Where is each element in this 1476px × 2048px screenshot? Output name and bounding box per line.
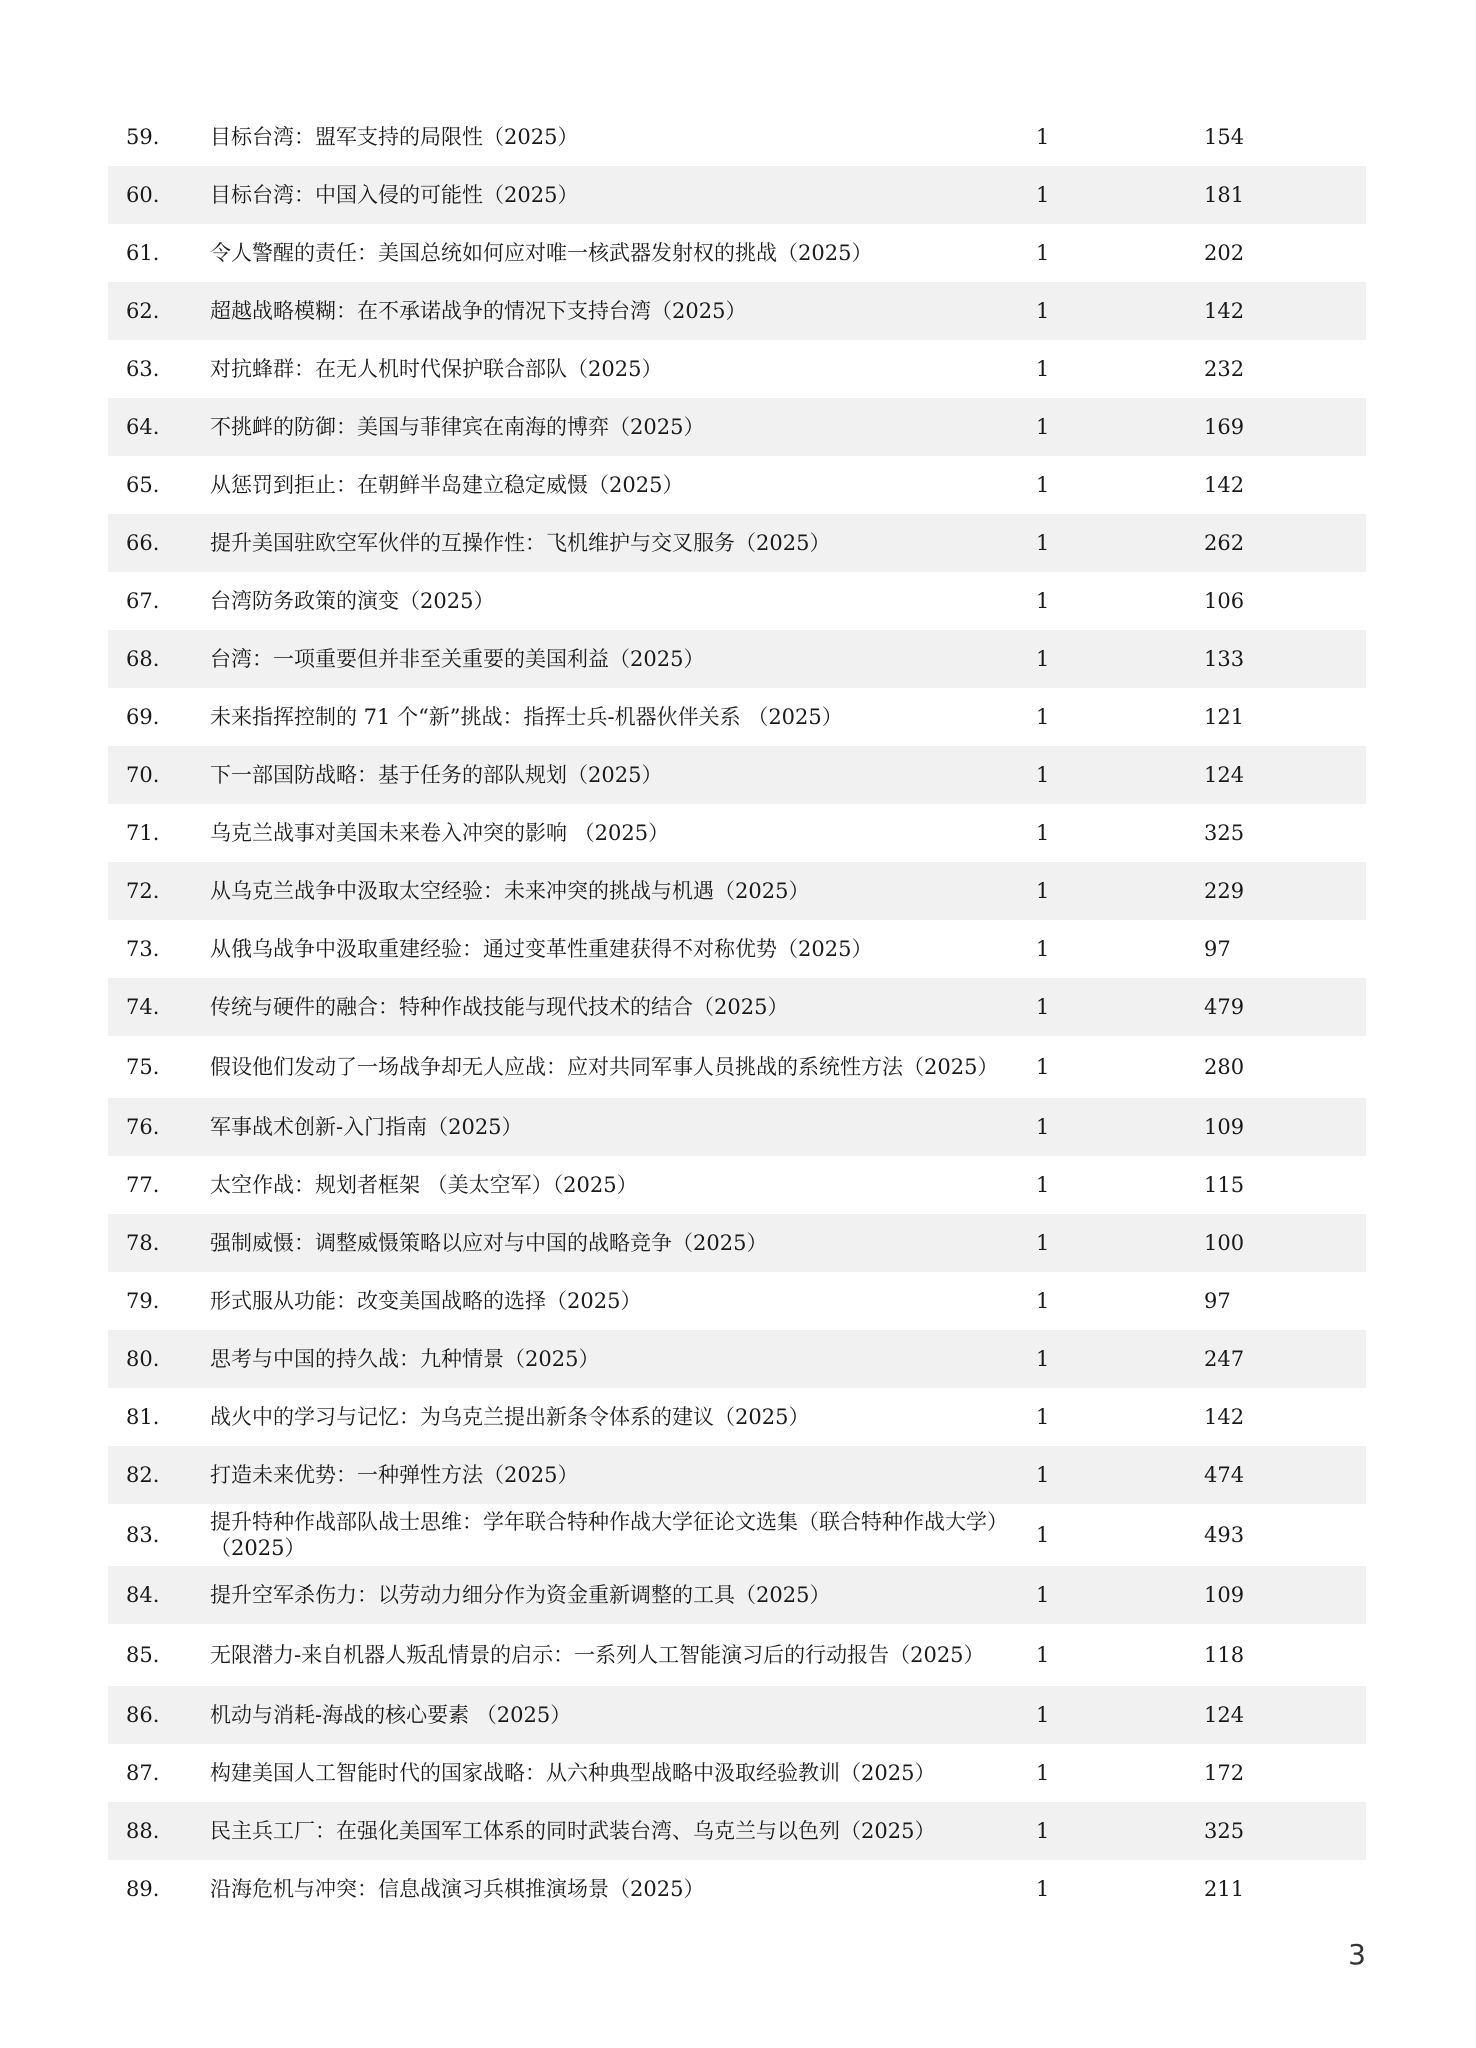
row-number: 68. — [126, 647, 160, 671]
row-number: 67. — [126, 589, 160, 613]
table-row — [108, 1036, 1366, 1098]
row-volume: 1 — [1036, 1347, 1050, 1371]
row-number: 60. — [126, 183, 160, 207]
row-title: 军事战术创新-入门指南（2025） — [210, 1115, 523, 1139]
row-volume: 1 — [1036, 1583, 1050, 1607]
row-volume: 1 — [1036, 1173, 1050, 1197]
row-number: 65. — [126, 473, 160, 497]
row-number: 75. — [126, 1055, 160, 1079]
row-pages: 262 — [1204, 531, 1245, 555]
row-title: 传统与硬件的融合：特种作战技能与现代技术的结合（2025） — [210, 995, 789, 1019]
row-title: 提升空军杀伤力：以劳动力细分作为资金重新调整的工具（2025） — [210, 1583, 831, 1607]
row-pages: 479 — [1204, 995, 1245, 1019]
table-row — [108, 1214, 1366, 1272]
row-title: 打造未来优势：一种弹性方法（2025） — [210, 1463, 579, 1487]
row-number: 69. — [126, 705, 160, 729]
row-pages: 142 — [1204, 1405, 1245, 1429]
row-number: 84. — [126, 1583, 160, 1607]
row-pages: 172 — [1204, 1761, 1245, 1785]
document-table — [108, 108, 1366, 1918]
row-title: 目标台湾：盟军支持的局限性（2025） — [210, 125, 579, 149]
row-number: 88. — [126, 1819, 160, 1843]
table-row — [108, 1504, 1366, 1566]
row-title: 从乌克兰战争中汲取太空经验：未来冲突的挑战与机遇（2025） — [210, 879, 810, 903]
row-volume: 1 — [1036, 531, 1050, 555]
table-row — [108, 340, 1366, 398]
row-number: 63. — [126, 357, 160, 381]
table-row — [108, 1686, 1366, 1744]
row-pages: 133 — [1204, 647, 1245, 671]
row-title: 提升特种作战部队战士思维：学年联合特种作战大学征论文选集（联合特种作战大学）（2025） — [210, 1510, 1008, 1560]
row-number: 73. — [126, 937, 160, 961]
row-title: 提升美国驻欧空军伙伴的互操作性：飞机维护与交叉服务（2025） — [210, 531, 831, 555]
row-number: 59. — [126, 125, 160, 149]
table-row — [108, 1802, 1366, 1860]
row-title: 乌克兰战事对美国未来卷入冲突的影响 （2025） — [210, 821, 670, 845]
table-row — [108, 1744, 1366, 1802]
row-volume: 1 — [1036, 1289, 1050, 1313]
row-title: 不挑衅的防御：美国与菲律宾在南海的博弈（2025） — [210, 415, 705, 439]
row-volume: 1 — [1036, 1819, 1050, 1843]
row-pages: 325 — [1204, 1819, 1245, 1843]
row-title: 台湾：一项重要但并非至关重要的美国利益（2025） — [210, 647, 705, 671]
row-title: 令人警醒的责任：美国总统如何应对唯一核武器发射权的挑战（2025） — [210, 241, 873, 265]
table-row — [108, 978, 1366, 1036]
row-volume: 1 — [1036, 879, 1050, 903]
table-row — [108, 1624, 1366, 1686]
table-row — [108, 688, 1366, 746]
row-number: 76. — [126, 1115, 160, 1139]
row-pages: 211 — [1204, 1877, 1245, 1901]
row-number: 72. — [126, 879, 160, 903]
row-pages: 142 — [1204, 473, 1245, 497]
row-title: 台湾防务政策的演变（2025） — [210, 589, 495, 613]
row-number: 77. — [126, 1173, 160, 1197]
row-pages: 109 — [1204, 1115, 1245, 1139]
row-volume: 1 — [1036, 1877, 1050, 1901]
row-pages: 181 — [1204, 183, 1245, 207]
row-title: 民主兵工厂：在强化美国军工体系的同时武装台湾、乌克兰与以色列（2025） — [210, 1819, 936, 1843]
table-row — [108, 804, 1366, 862]
table-row — [108, 1330, 1366, 1388]
row-title: 未来指挥控制的 71 个“新”挑战：指挥士兵-机器伙伴关系 （2025） — [210, 705, 843, 729]
table-row — [108, 1388, 1366, 1446]
row-title: 太空作战：规划者框架 （美太空军）（2025） — [210, 1173, 638, 1197]
table-row — [108, 1446, 1366, 1504]
row-pages: 124 — [1204, 1703, 1245, 1727]
row-title: 构建美国人工智能时代的国家战略：从六种典型战略中汲取经验教训（2025） — [210, 1761, 936, 1785]
row-pages: 169 — [1204, 415, 1245, 439]
row-volume: 1 — [1036, 1761, 1050, 1785]
row-number: 70. — [126, 763, 160, 787]
row-title: 思考与中国的持久战：九种情景（2025） — [210, 1347, 600, 1371]
table-row — [108, 920, 1366, 978]
row-volume: 1 — [1036, 937, 1050, 961]
table-row — [108, 746, 1366, 804]
table-row — [108, 1272, 1366, 1330]
row-title: 机动与消耗-海战的核心要素 （2025） — [210, 1703, 572, 1727]
table-row — [108, 1860, 1366, 1918]
row-pages: 97 — [1204, 1289, 1231, 1313]
table-row — [108, 630, 1366, 688]
row-pages: 325 — [1204, 821, 1245, 845]
row-volume: 1 — [1036, 1703, 1050, 1727]
row-number: 78. — [126, 1231, 160, 1255]
row-volume: 1 — [1036, 1231, 1050, 1255]
row-pages: 474 — [1204, 1463, 1245, 1487]
row-title: 超越战略模糊：在不承诺战争的情况下支持台湾（2025） — [210, 299, 747, 323]
table-row — [108, 166, 1366, 224]
table-row — [108, 108, 1366, 166]
row-volume: 1 — [1036, 1055, 1050, 1079]
row-pages: 493 — [1204, 1523, 1245, 1547]
row-volume: 1 — [1036, 763, 1050, 787]
row-number: 85. — [126, 1643, 160, 1667]
row-title: 无限潜力-来自机器人叛乱情景的启示：一系列人工智能演习后的行动报告（2025） — [210, 1643, 985, 1667]
row-number: 79. — [126, 1289, 160, 1313]
table-row — [108, 862, 1366, 920]
row-pages: 280 — [1204, 1055, 1245, 1079]
row-pages: 142 — [1204, 299, 1245, 323]
row-title: 目标台湾：中国入侵的可能性（2025） — [210, 183, 579, 207]
row-pages: 100 — [1204, 1231, 1245, 1255]
table-row — [108, 1098, 1366, 1156]
row-volume: 1 — [1036, 299, 1050, 323]
table-row — [108, 398, 1366, 456]
row-volume: 1 — [1036, 821, 1050, 845]
row-number: 71. — [126, 821, 160, 845]
row-pages: 115 — [1204, 1173, 1245, 1197]
row-volume: 1 — [1036, 1405, 1050, 1429]
table-row — [108, 224, 1366, 282]
row-volume: 1 — [1036, 647, 1050, 671]
row-volume: 1 — [1036, 357, 1050, 381]
row-title: 从惩罚到拒止：在朝鲜半岛建立稳定威慑（2025） — [210, 473, 684, 497]
row-volume: 1 — [1036, 589, 1050, 613]
row-pages: 124 — [1204, 763, 1245, 787]
row-title: 下一部国防战略：基于任务的部队规划（2025） — [210, 763, 663, 787]
table-row — [108, 514, 1366, 572]
row-number: 61. — [126, 241, 160, 265]
row-number: 64. — [126, 415, 160, 439]
row-volume: 1 — [1036, 1115, 1050, 1139]
table-row — [108, 572, 1366, 630]
row-number: 89. — [126, 1877, 160, 1901]
row-volume: 1 — [1036, 1643, 1050, 1667]
row-number: 66. — [126, 531, 160, 555]
page-number: 3 — [1348, 1938, 1366, 1971]
row-number: 81. — [126, 1405, 160, 1429]
row-pages: 118 — [1204, 1643, 1245, 1667]
row-volume: 1 — [1036, 995, 1050, 1019]
row-title: 假设他们发动了一场战争却无人应战：应对共同军事人员挑战的系统性方法（2025） — [210, 1055, 999, 1079]
row-title: 从俄乌战争中汲取重建经验：通过变革性重建获得不对称优势（2025） — [210, 937, 873, 961]
row-volume: 1 — [1036, 705, 1050, 729]
row-pages: 202 — [1204, 241, 1245, 265]
row-volume: 1 — [1036, 415, 1050, 439]
row-number: 74. — [126, 995, 160, 1019]
row-volume: 1 — [1036, 241, 1050, 265]
row-volume: 1 — [1036, 125, 1050, 149]
table-row — [108, 456, 1366, 514]
row-number: 80. — [126, 1347, 160, 1371]
row-volume: 1 — [1036, 183, 1050, 207]
row-number: 82. — [126, 1463, 160, 1487]
row-pages: 109 — [1204, 1583, 1245, 1607]
row-number: 86. — [126, 1703, 160, 1727]
row-title: 沿海危机与冲突：信息战演习兵棋推演场景（2025） — [210, 1877, 705, 1901]
row-number: 87. — [126, 1761, 160, 1785]
row-volume: 1 — [1036, 473, 1050, 497]
row-pages: 97 — [1204, 937, 1231, 961]
table-row — [108, 1156, 1366, 1214]
row-pages: 247 — [1204, 1347, 1245, 1371]
row-title: 强制威慑：调整威慑策略以应对与中国的战略竞争（2025） — [210, 1231, 768, 1255]
row-pages: 154 — [1204, 125, 1245, 149]
row-title: 对抗蜂群：在无人机时代保护联合部队（2025） — [210, 357, 663, 381]
table-row — [108, 1566, 1366, 1624]
row-title: 战火中的学习与记忆：为乌克兰提出新条令体系的建议（2025） — [210, 1405, 810, 1429]
row-pages: 106 — [1204, 589, 1245, 613]
row-number: 83. — [126, 1523, 160, 1547]
row-pages: 121 — [1204, 705, 1245, 729]
row-number: 62. — [126, 299, 160, 323]
row-pages: 229 — [1204, 879, 1245, 903]
row-pages: 232 — [1204, 357, 1245, 381]
row-volume: 1 — [1036, 1463, 1050, 1487]
row-volume: 1 — [1036, 1523, 1050, 1547]
row-title: 形式服从功能：改变美国战略的选择（2025） — [210, 1289, 642, 1313]
table-row — [108, 282, 1366, 340]
